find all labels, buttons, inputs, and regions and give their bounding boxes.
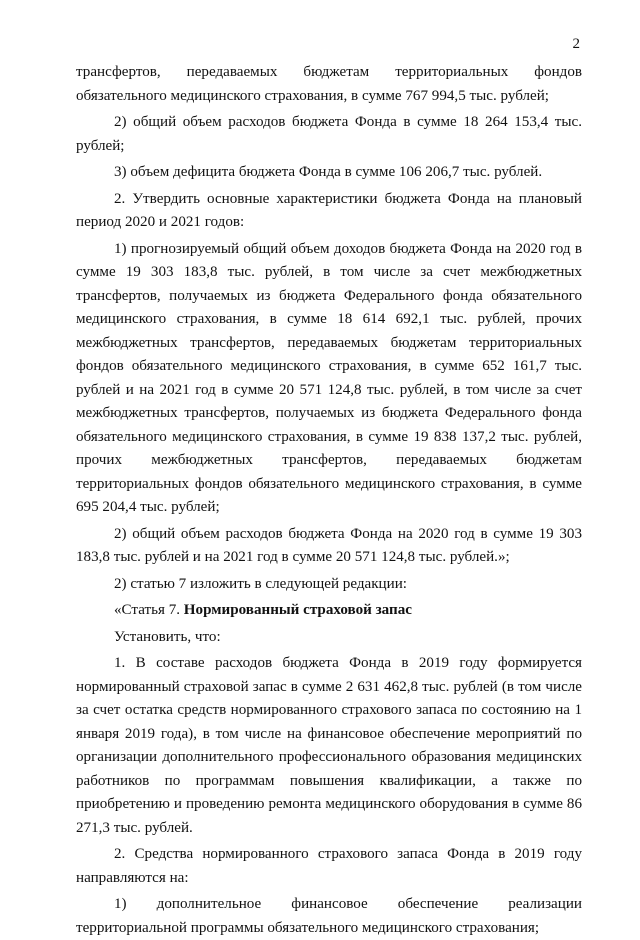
paragraph-transfers-continued: трансфертов, передаваемых бюджетам территориальных фондов обязательного медицинского страхования, в сумме 767 994,5 тыс. рублей; — [76, 64, 582, 104]
page-number: 2 — [572, 36, 580, 52]
paragraph-total-expenses-2019: 2) общий объем расходов бюджета Фонда в сумме 18 264 153,4 тыс. рублей; — [76, 114, 582, 154]
article-7-title: Нормированный страховой запас — [183, 602, 412, 618]
article-7-heading — [76, 599, 582, 623]
paragraph-reserve-formation: 1. В составе расходов бюджета Фонда в 2019 году формируется нормированный страховой запас в сумме 2 631 462,8 тыс. рублей (в том числе за счет остатка средств нормированного страхового запаса по состоянию на 1 января 2019 года), в том числе на финансовое обеспечение мероприятий по организации дополнительного профессионального образования медицинских работников по программам повышения квалификации, а также по приобретению и проведению ремонта медицинского оборудования в сумме 86 271,3 тыс. рублей. — [76, 655, 582, 836]
paragraph-expenses-2020-2021: 2) общий объем расходов бюджета Фонда на 2020 год в сумме 19 303 183,8 тыс. рублей и на 2021 год в сумме 20 571 124,8 тыс. рублей.»; — [76, 525, 582, 565]
paragraph-establish: Установить, что: — [114, 628, 221, 645]
paragraph-reserve-directions: 2. Средства нормированного страхового запаса Фонда в 2019 году направляются на: — [76, 846, 582, 886]
article-7-prefix: «Статья 7. — [114, 602, 184, 618]
paragraph-deficit-2019: 3) объем дефицита бюджета Фонда в сумме 106 206,7 тыс. рублей. — [114, 164, 543, 180]
paragraph-revenues-2020-2021: 1) прогнозируемый общий объем доходов бюджета Фонда на 2020 год в сумме 19 303 183,8 тыс. рублей, в том числе за счет межбюджетных трансфертов, получаемых из бюджета Федерального фонда обязательного медицинского страхования, в сумме 18 614 692,1 тыс. рублей, прочих межбюджетных трансфертов, передаваемых бюджетам территориальных фондов обязательного медицинского страхования, в сумме 652 161,7 тыс. рублей и на 2021 год в сумме 20 571 124,8 тыс. рублей, в том числе за счет межбюджетных трансфертов, получаемых из бюджета Федерального фонда обязательного медицинского страхования, в сумме 19 838 137,2 тыс. рублей, прочих межбюджетных трансфертов, передаваемых бюджетам территориальных фондов обязательного медицинского страхования, в сумме 695 204,4 тыс. рублей; — [76, 240, 582, 515]
paragraph-article-7-intro: 2) статью 7 изложить в следующей редакции: — [114, 575, 407, 592]
paragraph-territorial-program: 1) дополнительное финансовое обеспечение реализации территориальной программы обязательного медицинского страхования; — [76, 896, 582, 936]
paragraph-planning-period: 2. Утвердить основные характеристики бюджета Фонда на плановый период 2020 и 2021 годов: — [76, 190, 582, 230]
document-body — [76, 61, 582, 940]
